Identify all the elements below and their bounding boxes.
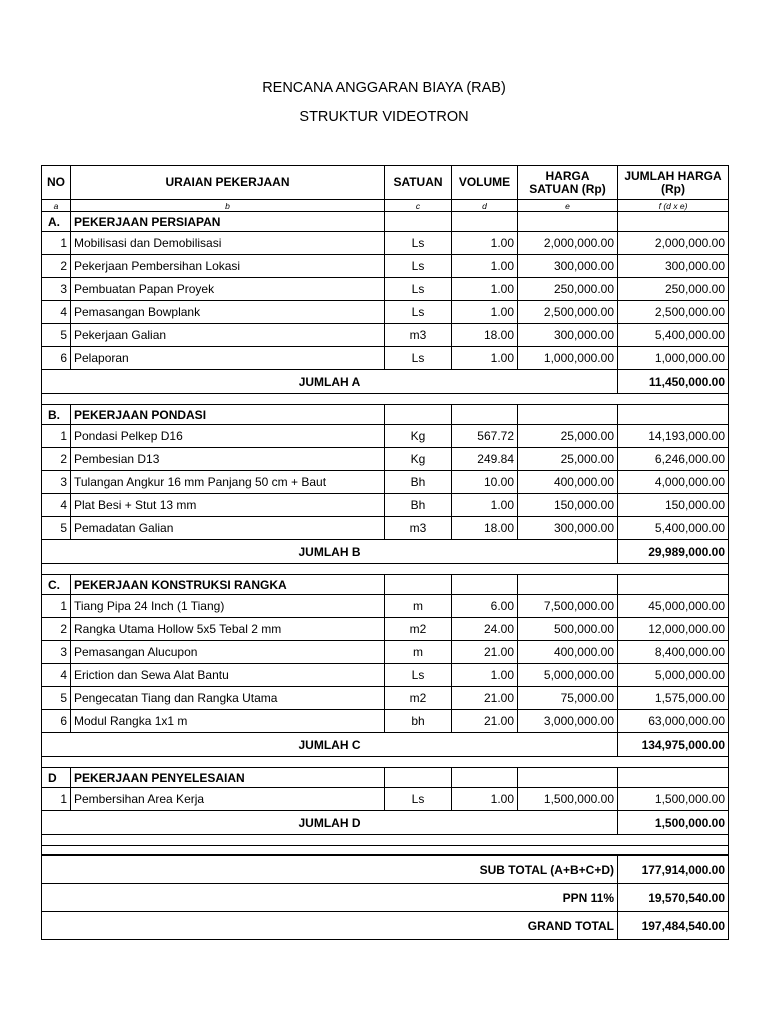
table-row xyxy=(42,301,729,324)
empty-cell xyxy=(518,212,618,232)
item-harga-satuan: 1,500,000.00 xyxy=(518,788,618,811)
item-satuan: Ls xyxy=(385,664,452,687)
item-satuan: m2 xyxy=(385,687,452,710)
section-code: A. xyxy=(42,212,71,232)
item-harga-satuan: 300,000.00 xyxy=(518,517,618,540)
empty-cell xyxy=(518,405,618,425)
item-jumlah-harga: 250,000.00 xyxy=(618,278,729,301)
item-volume: 567.72 xyxy=(452,425,518,448)
table-row xyxy=(42,595,729,618)
item-volume: 1.00 xyxy=(452,494,518,517)
item-no: 3 xyxy=(42,278,71,301)
empty-cell xyxy=(385,575,452,595)
table-row xyxy=(42,664,729,687)
header-satuan: SATUAN xyxy=(385,166,452,200)
section-name: PEKERJAAN PENYELESAIAN xyxy=(71,768,385,788)
item-no: 4 xyxy=(42,494,71,517)
item-no: 1 xyxy=(42,425,71,448)
item-uraian: Pemadatan Galian xyxy=(71,517,385,540)
spacer-row xyxy=(42,846,729,856)
header-volume: VOLUME xyxy=(452,166,518,200)
item-harga-satuan: 75,000.00 xyxy=(518,687,618,710)
item-uraian: Pekerjaan Galian xyxy=(71,324,385,347)
document-subtitle: STRUKTUR VIDEOTRON xyxy=(299,109,469,125)
table-row xyxy=(42,347,729,370)
item-satuan: m3 xyxy=(385,517,452,540)
item-jumlah-harga: 63,000,000.00 xyxy=(618,710,729,733)
item-no: 2 xyxy=(42,618,71,641)
item-volume: 1.00 xyxy=(452,232,518,255)
rab-table-body xyxy=(42,212,729,940)
item-volume: 18.00 xyxy=(452,324,518,347)
section-total-row xyxy=(42,370,729,394)
empty-cell xyxy=(618,405,729,425)
item-volume: 1.00 xyxy=(452,347,518,370)
item-jumlah-harga: 5,400,000.00 xyxy=(618,517,729,540)
section-total-row xyxy=(42,811,729,835)
empty-cell xyxy=(452,212,518,232)
item-harga-satuan: 2,500,000.00 xyxy=(518,301,618,324)
item-satuan: m xyxy=(385,641,452,664)
spacer-row xyxy=(42,835,729,846)
empty-cell xyxy=(452,405,518,425)
summary-row xyxy=(42,884,729,912)
item-uraian: Pemasangan Alucupon xyxy=(71,641,385,664)
item-uraian: Pengecatan Tiang dan Rangka Utama xyxy=(71,687,385,710)
item-no: 3 xyxy=(42,641,71,664)
table-row xyxy=(42,517,729,540)
column-letter: c xyxy=(385,200,452,212)
item-jumlah-harga: 2,500,000.00 xyxy=(618,301,729,324)
section-header-row xyxy=(42,212,729,232)
item-harga-satuan: 5,000,000.00 xyxy=(518,664,618,687)
item-volume: 1.00 xyxy=(452,664,518,687)
spacer-cell xyxy=(42,757,729,768)
item-no: 2 xyxy=(42,255,71,278)
empty-cell xyxy=(385,212,452,232)
spacer-row xyxy=(42,564,729,575)
item-uraian: Rangka Utama Hollow 5x5 Tebal 2 mm xyxy=(71,618,385,641)
column-letter: b xyxy=(71,200,385,212)
section-total-label: JUMLAH B xyxy=(42,540,618,564)
empty-cell xyxy=(518,768,618,788)
table-row xyxy=(42,425,729,448)
item-no: 6 xyxy=(42,347,71,370)
item-no: 6 xyxy=(42,710,71,733)
item-volume: 24.00 xyxy=(452,618,518,641)
empty-cell xyxy=(452,575,518,595)
item-satuan: Ls xyxy=(385,788,452,811)
item-uraian: Modul Rangka 1x1 m xyxy=(71,710,385,733)
section-name: PEKERJAAN KONSTRUKSI RANGKA xyxy=(71,575,385,595)
item-jumlah-harga: 5,000,000.00 xyxy=(618,664,729,687)
item-no: 5 xyxy=(42,517,71,540)
section-name: PEKERJAAN PONDASI xyxy=(71,405,385,425)
summary-value: 19,570,540.00 xyxy=(618,884,729,912)
item-harga-satuan: 7,500,000.00 xyxy=(518,595,618,618)
item-volume: 21.00 xyxy=(452,687,518,710)
item-satuan: Ls xyxy=(385,232,452,255)
section-total-row xyxy=(42,540,729,564)
table-row xyxy=(42,710,729,733)
table-row xyxy=(42,232,729,255)
section-total-value: 29,989,000.00 xyxy=(618,540,729,564)
item-no: 5 xyxy=(42,687,71,710)
summary-label: SUB TOTAL (A+B+C+D) xyxy=(42,855,618,884)
column-letter: d xyxy=(452,200,518,212)
empty-cell xyxy=(385,768,452,788)
section-header-row xyxy=(42,575,729,595)
section-code: D xyxy=(42,768,71,788)
column-letter: a xyxy=(42,200,71,212)
item-harga-satuan: 500,000.00 xyxy=(518,618,618,641)
empty-cell xyxy=(618,212,729,232)
header-jumlah-harga xyxy=(618,166,729,200)
spacer-cell xyxy=(42,564,729,575)
table-row xyxy=(42,494,729,517)
item-jumlah-harga: 1,575,000.00 xyxy=(618,687,729,710)
section-total-value: 1,500,000.00 xyxy=(618,811,729,835)
item-jumlah-harga: 12,000,000.00 xyxy=(618,618,729,641)
item-uraian: Tulangan Angkur 16 mm Panjang 50 cm + Baut xyxy=(71,471,385,494)
item-harga-satuan: 400,000.00 xyxy=(518,641,618,664)
item-jumlah-harga: 8,400,000.00 xyxy=(618,641,729,664)
item-harga-satuan: 400,000.00 xyxy=(518,471,618,494)
section-total-row xyxy=(42,733,729,757)
empty-cell xyxy=(518,575,618,595)
spacer-cell xyxy=(42,846,729,856)
item-jumlah-harga: 4,000,000.00 xyxy=(618,471,729,494)
header-harga-satuan xyxy=(518,166,618,200)
table-row xyxy=(42,278,729,301)
item-satuan: Kg xyxy=(385,425,452,448)
item-satuan: Bh xyxy=(385,494,452,517)
item-volume: 1.00 xyxy=(452,255,518,278)
header-harga-line1: HARGA xyxy=(545,168,590,183)
item-volume: 18.00 xyxy=(452,517,518,540)
item-jumlah-harga: 45,000,000.00 xyxy=(618,595,729,618)
header-no: NO xyxy=(42,166,71,200)
table-row xyxy=(42,471,729,494)
item-no: 1 xyxy=(42,232,71,255)
item-volume: 21.00 xyxy=(452,641,518,664)
item-harga-satuan: 250,000.00 xyxy=(518,278,618,301)
item-uraian: Pekerjaan Pembersihan Lokasi xyxy=(71,255,385,278)
item-uraian: Pembesian D13 xyxy=(71,448,385,471)
item-uraian: Pondasi Pelkep D16 xyxy=(71,425,385,448)
rab-table xyxy=(41,165,729,940)
table-row xyxy=(42,448,729,471)
empty-cell xyxy=(618,768,729,788)
item-no: 2 xyxy=(42,448,71,471)
header-uraian: URAIAN PEKERJAAN xyxy=(71,166,385,200)
item-satuan: m3 xyxy=(385,324,452,347)
item-harga-satuan: 1,000,000.00 xyxy=(518,347,618,370)
section-total-value: 11,450,000.00 xyxy=(618,370,729,394)
item-harga-satuan: 300,000.00 xyxy=(518,255,618,278)
item-no: 5 xyxy=(42,324,71,347)
item-no: 4 xyxy=(42,664,71,687)
item-harga-satuan: 300,000.00 xyxy=(518,324,618,347)
item-satuan: Ls xyxy=(385,301,452,324)
item-uraian: Eriction dan Sewa Alat Bantu xyxy=(71,664,385,687)
spacer-cell xyxy=(42,835,729,846)
header-jumlah-line1: JUMLAH HARGA xyxy=(624,168,722,183)
item-jumlah-harga: 5,400,000.00 xyxy=(618,324,729,347)
summary-row xyxy=(42,855,729,884)
summary-label: GRAND TOTAL xyxy=(42,912,618,940)
item-volume: 1.00 xyxy=(452,788,518,811)
section-total-label: JUMLAH A xyxy=(42,370,618,394)
document-title: RENCANA ANGGARAN BIAYA (RAB) xyxy=(262,80,506,96)
item-jumlah-harga: 2,000,000.00 xyxy=(618,232,729,255)
section-code: C. xyxy=(42,575,71,595)
item-uraian: Pelaporan xyxy=(71,347,385,370)
item-jumlah-harga: 300,000.00 xyxy=(618,255,729,278)
column-letter: e xyxy=(518,200,618,212)
summary-value: 177,914,000.00 xyxy=(618,855,729,884)
item-satuan: Ls xyxy=(385,347,452,370)
item-uraian: Tiang Pipa 24 Inch (1 Tiang) xyxy=(71,595,385,618)
item-harga-satuan: 25,000.00 xyxy=(518,425,618,448)
item-volume: 1.00 xyxy=(452,278,518,301)
item-satuan: Ls xyxy=(385,278,452,301)
item-uraian: Pemasangan Bowplank xyxy=(71,301,385,324)
table-row xyxy=(42,687,729,710)
item-no: 3 xyxy=(42,471,71,494)
header-harga-line2: SATUAN (Rp) xyxy=(529,181,606,196)
item-uraian: Plat Besi + Stut 13 mm xyxy=(71,494,385,517)
empty-cell xyxy=(452,768,518,788)
section-total-label: JUMLAH D xyxy=(42,811,618,835)
item-volume: 10.00 xyxy=(452,471,518,494)
spacer-cell xyxy=(42,394,729,405)
item-satuan: Ls xyxy=(385,255,452,278)
header-jumlah-line2: (Rp) xyxy=(661,181,685,196)
section-header-row xyxy=(42,405,729,425)
item-volume: 21.00 xyxy=(452,710,518,733)
item-satuan: m xyxy=(385,595,452,618)
table-row xyxy=(42,641,729,664)
item-no: 1 xyxy=(42,595,71,618)
section-header-row xyxy=(42,768,729,788)
empty-cell xyxy=(385,405,452,425)
column-letter-row xyxy=(42,200,729,212)
section-name: PEKERJAAN PERSIAPAN xyxy=(71,212,385,232)
section-total-label: JUMLAH C xyxy=(42,733,618,757)
header-row xyxy=(42,166,729,200)
column-letter: f (d x e) xyxy=(618,200,729,212)
item-jumlah-harga: 14,193,000.00 xyxy=(618,425,729,448)
item-no: 4 xyxy=(42,301,71,324)
summary-row xyxy=(42,912,729,940)
item-harga-satuan: 2,000,000.00 xyxy=(518,232,618,255)
item-jumlah-harga: 6,246,000.00 xyxy=(618,448,729,471)
item-satuan: Bh xyxy=(385,471,452,494)
item-jumlah-harga: 1,000,000.00 xyxy=(618,347,729,370)
item-volume: 1.00 xyxy=(452,301,518,324)
item-no: 1 xyxy=(42,788,71,811)
empty-cell xyxy=(618,575,729,595)
item-harga-satuan: 150,000.00 xyxy=(518,494,618,517)
item-satuan: m2 xyxy=(385,618,452,641)
item-volume: 249.84 xyxy=(452,448,518,471)
spacer-row xyxy=(42,757,729,768)
section-total-value: 134,975,000.00 xyxy=(618,733,729,757)
item-satuan: Kg xyxy=(385,448,452,471)
summary-label: PPN 11% xyxy=(42,884,618,912)
item-volume: 6.00 xyxy=(452,595,518,618)
item-uraian: Mobilisasi dan Demobilisasi xyxy=(71,232,385,255)
item-satuan: bh xyxy=(385,710,452,733)
summary-value: 197,484,540.00 xyxy=(618,912,729,940)
item-jumlah-harga: 150,000.00 xyxy=(618,494,729,517)
item-harga-satuan: 3,000,000.00 xyxy=(518,710,618,733)
section-code: B. xyxy=(42,405,71,425)
table-row xyxy=(42,618,729,641)
item-uraian: Pembersihan Area Kerja xyxy=(71,788,385,811)
table-row xyxy=(42,255,729,278)
spacer-row xyxy=(42,394,729,405)
table-row xyxy=(42,788,729,811)
item-harga-satuan: 25,000.00 xyxy=(518,448,618,471)
item-jumlah-harga: 1,500,000.00 xyxy=(618,788,729,811)
table-row xyxy=(42,324,729,347)
item-uraian: Pembuatan Papan Proyek xyxy=(71,278,385,301)
